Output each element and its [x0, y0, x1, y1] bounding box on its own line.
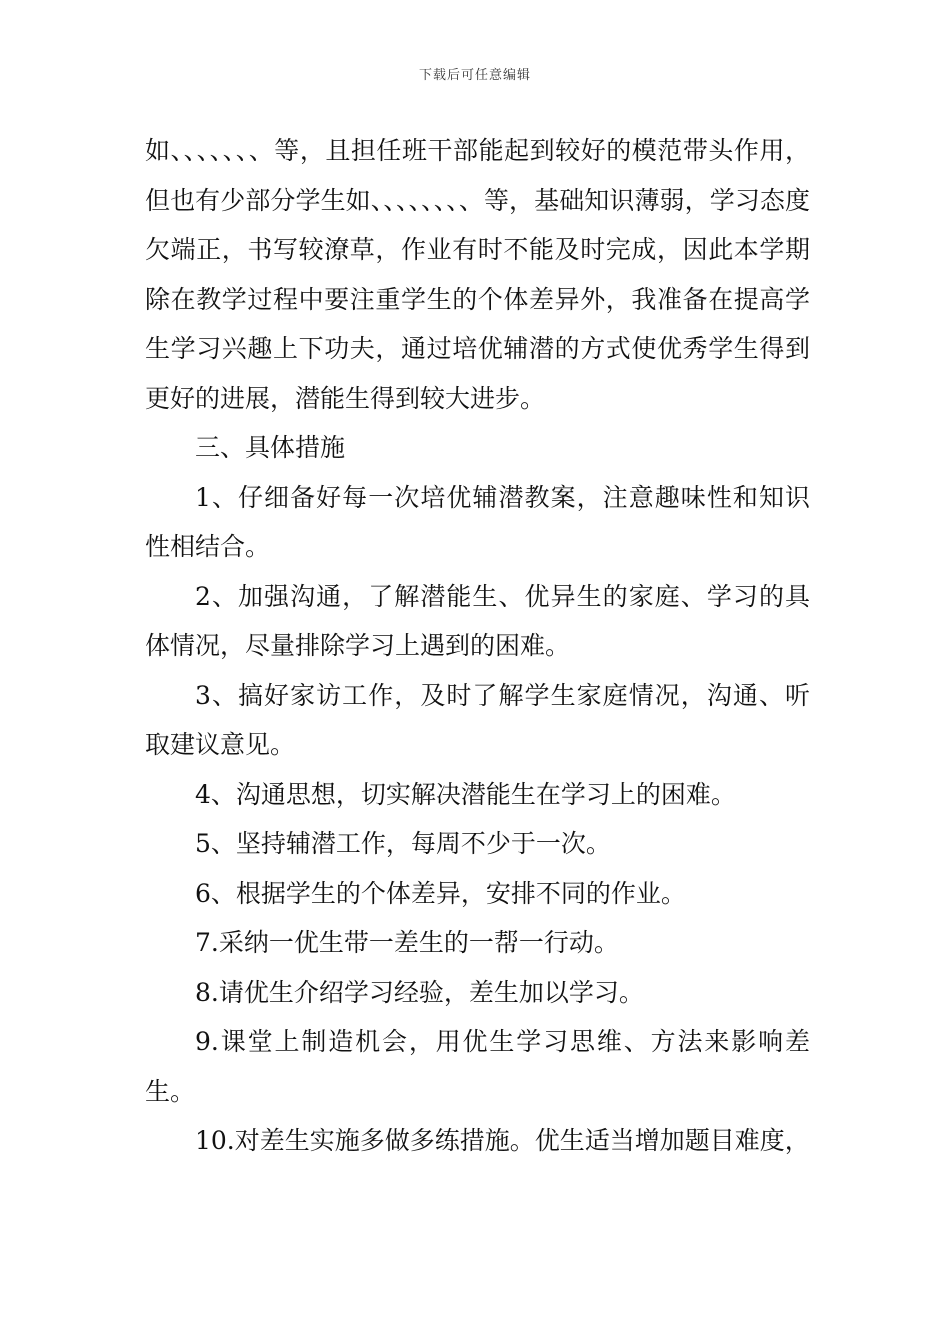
list-item-2: 2、加强沟通，了解潜能生、优异生的家庭、学习的具体情况，尽量排除学习上遇到的困难。: [145, 581, 810, 660]
list-item-9: 9.课堂上制造机会，用优生学习思维、方法来影响差生。: [145, 1027, 810, 1106]
list-item-3: 3、搞好家访工作，及时了解学生家庭情况，沟通、听取建议意见。: [145, 680, 810, 759]
list-item-4: 4、沟通思想，切实解决潜能生在学习上的困难。: [195, 779, 736, 809]
list-item-1: 1、仔细备好每一次培优辅潜教案，注意趣味性和知识性相结合。: [145, 482, 810, 561]
section-heading-measures: 三、具体措施: [195, 433, 346, 462]
paragraph-intro: 如、、、、、、、等，且担任班干部能起到较好的模范带头作用，但也有少部分学生如、、、、、、、、等，基础知识薄弱，学习态度欠端正，书写较潦草，作业有时不能及时完成，因此本学期除在教学过程中要注重学生的个体差异外，我准备在提高学生学习兴趣上下功夫，通过培优辅潜的方式使优秀学生得到更好的进展，潜能生得到较大进步。: [145, 136, 810, 413]
page-header: 下载后可任意编辑: [418, 68, 531, 83]
list-item-8: 8.请优生介绍学习经验，差生加以学习。: [195, 977, 644, 1007]
document-body: [145, 126, 810, 1166]
list-item-6: 6、根据学生的个体差异，安排不同的作业。: [195, 878, 686, 908]
list-item-10: 10.对差生实施多做多练措施。优生适当增加题目难度，: [195, 1126, 810, 1155]
list-item-5: 5、坚持辅潜工作，每周不少于一次。: [195, 829, 611, 858]
list-item-7: 7.采纳一优生带一差生的一帮一行动。: [195, 928, 619, 957]
